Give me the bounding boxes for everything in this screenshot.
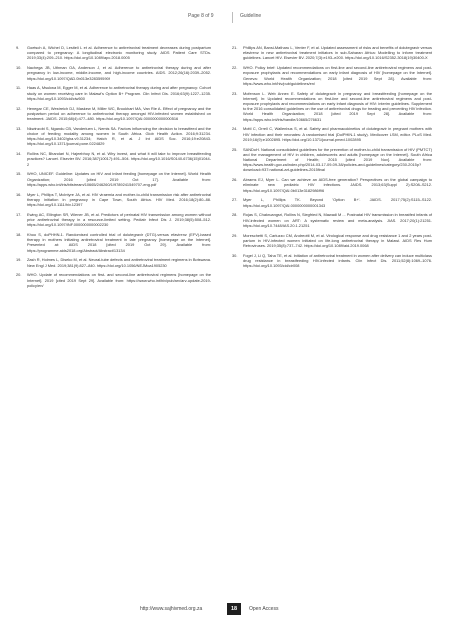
reference-item: [232, 253, 432, 269]
reference-item: [232, 233, 432, 249]
reference-text: Khoo S, doPHHN-1. Randomised controlled trial of dolutegravir (DTG)-versus efavirenz (EFV)-based therapy in mothers initiating antiretroviral treatment in late pregnancy [homepage on the Internet]. Presented at: AIDS 2018 [cited 2019 Oct 29]. Available from: https://programme.aids2018.org/Abstract/Abstract/13134: [27, 232, 211, 253]
reference-number: 26.: [232, 177, 238, 183]
reference-item: [16, 232, 211, 253]
open-access-label: Open Access: [249, 606, 279, 612]
reference-item: [16, 212, 211, 228]
reference-text: Myer L, Phillips T, McIntyre JA, et al. HIV viraemia and mother-to-child transmission risk after antiretroviral therapy initiation in pregnancy in Cape Town, South Africa. HIV Med. 2016;18(2):80–88. https://doi.org/10.1111/hiv.12397: [27, 191, 211, 208]
reference-number: 22.: [232, 65, 238, 71]
section-label: Guideline: [240, 13, 262, 19]
reference-text: Zash R, Holmes L, Diseko M, et al. Neural-tube defects and antiretroviral treatment regimens in Botswana. New Engl J Med. 2019;381(9):827–840. https://doi.org/10.1056/NEJMoa1905230: [27, 257, 211, 268]
reference-column-left: [16, 45, 211, 293]
reference-item: [16, 106, 211, 122]
reference-text: Phillips AN, Bansi-Matharu L, Venter F, et al. Updated assessment of risks and benefits of dolutegravir versus efavirenz in new antiretroviral treatment initiators in sub-Saharan Africa: Modelling to inform treatment guidelines. Lancet HIV. Elsevier BV. 2020;7(3):e193–e200. https://doi.org/10.1016/S2352-3018(19)30400-X: [243, 45, 432, 61]
reference-item: [16, 126, 211, 147]
reference-number: 21.: [232, 45, 238, 50]
header-divider: [232, 12, 233, 23]
reference-item: [16, 85, 211, 101]
reference-number: 29.: [232, 232, 238, 238]
reference-text: Myer L, Phillips TK. Beyond 'Option B+'. JAIDS. 2017;75(2):S115–S122. https://doi.org/10.1097/QAI.0000000000001343: [243, 197, 432, 208]
reference-number: 13.: [16, 125, 22, 131]
reference-number: 23.: [232, 90, 238, 96]
reference-text: Goetsch A, Wichel D, Lesiteli L et al. Adherence to antiretroviral treatment decreases during postpartum compared to pregnancy: A longitudinal electronic monitoring study. AIDS Patient Care STDs. 2019;33(4):209–210. https://doi.org/10.1089/apc.2018.0005: [27, 45, 211, 61]
journal-url[interactable]: http://www.sajhivmed.org.za: [140, 606, 203, 612]
reference-item: [232, 212, 432, 228]
reference-number: 11.: [16, 85, 22, 91]
reference-text: Henegar CE, Westreich DJ, Maskew M, Miller WC, Brookhart MA, Van Rie A. Effect of pregnancy and the postpartum period on adherence to antiretroviral therapy amongst HIV-infected women established on treatment. JAIDS. 2015;68(4):477–480. https://doi.org/10.1097/QAI.0000000000000516: [27, 105, 211, 122]
reference-text: Ewing AC, Ellington SR, Wiener JB, et al. Predictors of perinatal HIV transmission among women without prior antiretroviral therapy in a resource-limited setting. Pediatr Infect Dis J. 2019;38(5):508–512. https://doi.org/10.1097/INF.0000000000002230: [27, 211, 211, 228]
reference-number: 28.: [232, 212, 238, 218]
reference-item: [16, 272, 211, 288]
reference-text: SANDoH. National consolidated guidelines for the prevention of mother-to-child transmission of HIV (PMTCT) and the management of HIV in children, adolescents and adults [homepage on the Internet]. South Africa National Department of Health; 2015 [cited 2019 Nov]. Available from: https://www.health.gov.za/index.php/2014-03-17-09-09-38/policies-and-guidelines/category/230-2015p?download=937:national-art-guidelines-2015final: [243, 146, 432, 173]
reference-number: 20.: [16, 272, 22, 278]
reference-text: WHO. Update of recommendations on first- and second-line antiretroviral regimens [homepage on the Internet]. 2019 [cited 2019 Sept 29]. Available from: https://www.who.int/hiv/pub/arv/arv-update-2019-policy/en/: [27, 272, 211, 288]
reference-text: Abrams EJ, Myer L. Can we achieve an AIDS-free generation? Perspectives on the global campaign to eliminate new pediatric HIV infections. JAIDS. 2013;63(Suppl 2):S208–S212. https://doi.org/10.1097/QAI.0b013e3182986f96: [243, 177, 432, 193]
reference-item: [232, 197, 432, 207]
reference-item: [16, 65, 211, 81]
reference-item: [232, 177, 432, 193]
reference-text: Nkwinzobi S, Ngandu CB, Vanderiuen L, Nemis SA. Factors influencing the decision to breastfeed and the choice of feeding modality among women in South Africa. Glob Health Action. 2016;9:31234. https://doi.org/10.3402/gha.v9.31234; Hatch R, et al. J Int AIDS Soc. 2016;19:e20843. https://doi.org/10.1371/journal.pone.0224829: [27, 125, 211, 147]
reference-number: 16.: [16, 191, 22, 197]
page-number: 18: [227, 603, 241, 615]
reference-number: 15.: [16, 171, 22, 177]
reference-number: 24.: [232, 126, 238, 132]
reference-item: [16, 257, 211, 267]
reference-text: Nachega JB, Uthman OA, Anderson J, et al. Adherence to antiretroviral therapy during and after pregnancy in low-income, middle-income, and high-income countries. AIDS. 2012;26(16):2039–2052. https://doi.org/10.1097/QAD.0b013e328359590f: [27, 65, 211, 81]
reference-item: [16, 151, 211, 167]
reference-item: [232, 91, 432, 122]
reference-item: [232, 126, 432, 142]
reference-text: WHO, UNICEF. Guideline: Updates on HIV and infant feeding [homepage on the Internet]. World Health Organization; 2016 [cited 2019 Oct 17]. Available from: https://apps.who.int/iris/bitstream/10665/246260/1/9789241549707-eng.pdf: [27, 171, 211, 187]
reference-number: 18.: [16, 232, 22, 238]
reference-number: 30.: [232, 252, 238, 258]
reference-text: Moreschetti S, Carluzzo CM, Andreotti M, et al. Virological response and drug resistance 1 and 2 years post-partum in HIV-infected women initiated on life-long antiretroviral therapy in Malawi. AIDS Res Hum Retroviruses. 2019;35(8):737–742. https://doi.org/10.1089/aid.2019.0068: [243, 232, 432, 249]
reference-number: 19.: [16, 257, 22, 263]
page-footer: [0, 603, 453, 617]
reference-column-right: [232, 45, 432, 273]
reference-text: Haas A, Msukwa M, Egger M, et al. Adherence to antiretroviral therapy during and after pregnancy: Cohort study on women receiving care in Malawi's Option B+ Program. Clin Infect Dis. 2016;63(9):1227–1235. https://doi.org/10.1093/cid/ciw500: [27, 85, 211, 101]
reference-item: [232, 147, 432, 173]
reference-number: 10.: [16, 65, 22, 71]
reference-number: 14.: [16, 151, 22, 157]
page-header: [0, 12, 453, 26]
reference-item: [16, 171, 211, 187]
reference-number: 17.: [16, 211, 22, 217]
reference-number: 27.: [232, 197, 238, 203]
reference-number: 9.: [16, 45, 20, 50]
reference-text: Mofenson L. Web Annex E. Safety of dolutegravir in pregnancy and breastfeeding [homepage on the Internet]. In: Updated recommendations on first-line and second-line antiretroviral regimens and post-exposure prophylaxis and recommendations on early infant diagnosis of HIV: interim guidelines. Supplement to the 2016 consolidated guidelines on the use of antiretroviral drugs for treating and preventing HIV infection. World Health Organization; 2018 [cited 2019 Sept 28]. Available from: https://apps.who.int/iris/handle/10665/276631: [243, 90, 432, 122]
reference-text: Mottl C, Orrell C, Wallenbus S, et al. Safety and pharmacokinetics of dolutegravir in pregnant mothers with HIV infection and their neonates: A randomised trial (DolPHIN-1 study). Medicover LSM, editor. PLoS Med. 2019;16(9):e1002895. https://doi.org/10.1371/journal.pmed.1002895: [243, 126, 432, 142]
reference-number: 12.: [16, 105, 22, 111]
reference-text: WHO. Policy brief: Updated recommendations on first-line and second-line antiretroviral regimens and post-exposure prophylaxis and recommendations on early infant diagnosis of HIV [homepage on the Internet]. Geneva: World Health Organization; 2018 [cited 2019 Sept 28]. Available from: https://www.who.int/hiv/pub/guidelines/en/: [243, 65, 432, 86]
reference-number: 25.: [232, 146, 238, 152]
reference-text: Rojas S, Chakruangsri, Rollins N, Siegfried N, Mawadi M ... Postnatal HIV transmission in breastfed infants of HIV-infected women on ART: A systematic review and meta-analysis. JIAS. 2017;20(1):21251. https://doi.org/10.7448/IAS.20.1.21251: [243, 212, 432, 228]
reference-item: [232, 45, 432, 61]
reference-text: Fogel J, Li Q, Taha TE, et al. Initiation of antiretroviral treatment in women after delivery can induce multiclass drug resistance in breastfeeding HIV-infected infants. Clin Infect Dis. 2011;52(8):1069–1076. https://doi.org/10.1093/cid/cir008: [243, 252, 432, 269]
reference-text: Rollins NC, Bhandari N, Hajeebhoy N, et al. Why invest, and what it will take to improve breastfeeding practices? Lancet. Elsevier BV. 2016;387(10017):491–504. https://doi.org/10.1016/S0140-6736(15)01044-2: [27, 151, 211, 167]
reference-item: [16, 192, 211, 208]
reference-item: [16, 45, 211, 61]
page-label: Page 8 of 9: [188, 13, 214, 19]
reference-item: [232, 65, 432, 86]
